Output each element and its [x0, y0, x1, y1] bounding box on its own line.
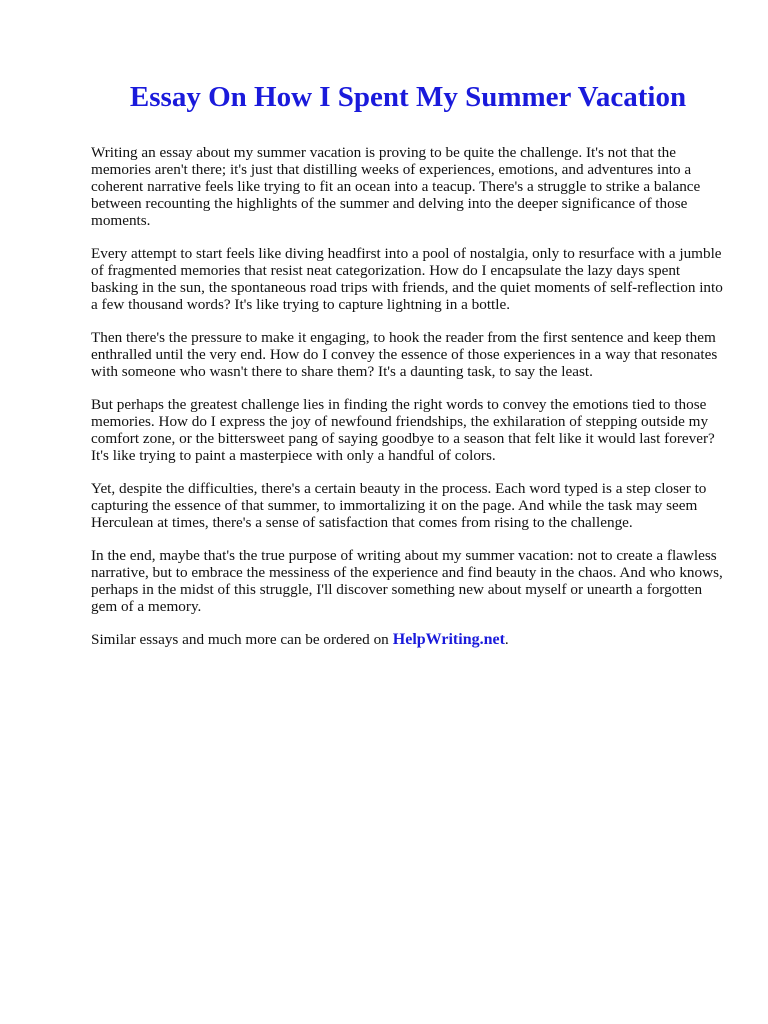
page-title: Essay On How I Spent My Summer Vacation	[129, 81, 687, 113]
paragraph: In the end, maybe that's the true purpose of writing about my summer vacation: not to create a flawless narrative, but to embrace the messiness of the experience and find beauty in the chaos. And who knows, perhaps in the midst of this struggle, I'll discover something new about myself or unearth a forgotten gem of a memory.	[91, 547, 723, 615]
paragraph: Yet, despite the difficulties, there's a certain beauty in the process. Each word typed is a step closer to capturing the essence of that summer, to immortalizing it on the page. And while the task may seem Herculean at times, there's a sense of satisfaction that comes from rising to the challenge.	[91, 480, 707, 531]
essay-body	[91, 144, 731, 648]
order-note-trailing: .	[504, 631, 509, 648]
helpwriting-link[interactable]: HelpWriting.net	[392, 631, 505, 648]
order-note-text: Similar essays and much more can be ordered on	[91, 631, 389, 648]
paragraph: Writing an essay about my summer vacation is proving to be quite the challenge. It's not that the memories aren't there; it's just that distilling weeks of experiences, emotions, and adventures into a coherent narrative feels like trying to fit an ocean into a teacup. There's a struggle to strike a balance between recounting the highlights of the summer and delving into the deeper significance of those moments.	[91, 144, 701, 229]
paragraph: But perhaps the greatest challenge lies in finding the right words to convey the emotions tied to those memories. How do I express the joy of newfound friendships, the exhilaration of stepping outside my comfort zone, or the bittersweet pang of saying goodbye to a season that felt like it would last forever? It's like trying to paint a masterpiece with only a handful of colors.	[91, 396, 715, 464]
paragraph: Then there's the pressure to make it engaging, to hook the reader from the first sentence and keep them enthralled until the very end. How do I convey the essence of those experiences in a way that resonates with someone who wasn't there to share them? It's a daunting task, to say the least.	[91, 329, 718, 380]
order-note	[91, 631, 731, 648]
paragraph: Every attempt to start feels like diving headfirst into a pool of nostalgia, only to resurface with a jumble of fragmented memories that resist neat categorization. How do I encapsulate the lazy days spent basking in the sun, the spontaneous road trips with friends, and the quiet moments of self-reflection into a few thousand words? It's like trying to capture lightning in a bottle.	[91, 245, 723, 313]
